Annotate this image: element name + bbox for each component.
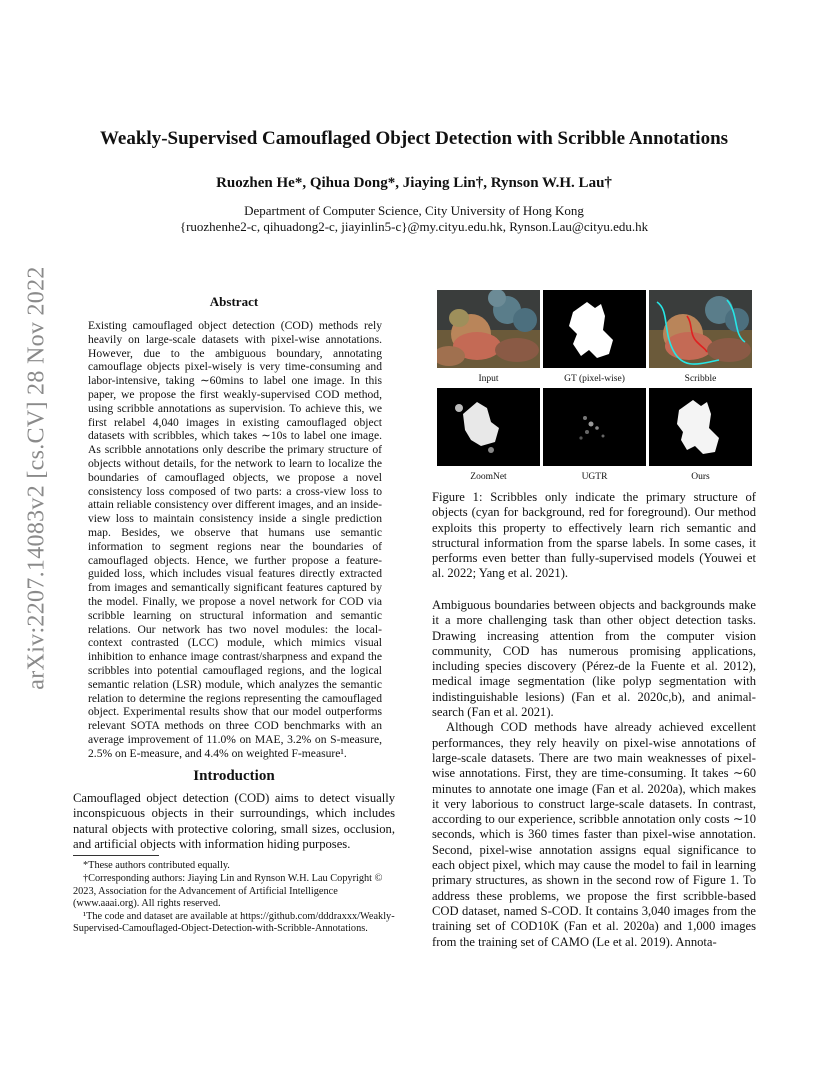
ugtr-prediction — [543, 388, 646, 466]
arxiv-stamp — [20, 266, 54, 690]
author-list: Ruozhen He*, Qihua Dong*, Jiaying Lin†, Rynson W.H. Lau† — [216, 175, 612, 191]
figure-panel-input — [437, 290, 540, 368]
scribble-overlay — [649, 290, 752, 368]
caption-input: Input — [478, 374, 499, 384]
footnote-code: ¹The code and dataset are available at https://github.com/dddraxxx/Weakly-Supervised-Camouflaged-Object-Detection-with-Scribble-Annotations. — [73, 911, 395, 935]
figure-panel-gt — [543, 290, 646, 368]
figure-panel-zoomnet — [437, 388, 540, 466]
introduction-text: Camouflaged object detection (COD) aims to detect visually inconspicuous objects in their surroundings, which includes natural objects with protective coloring, small sizes, occlusion, and artificial objects with information hiding purposes. — [73, 791, 395, 852]
caption-scribble: Scribble — [684, 374, 717, 384]
footnotes — [73, 860, 395, 936]
figure-1 — [432, 288, 756, 484]
abstract-text: Existing camouflaged object detection (COD) methods rely heavily on large-scale datasets with pixel-wise annotations. However, due to the ambiguous boundary, annotating camouflage objects pixel-wisely is very time-consuming and labor-intensive, taking ∼60mins to label one image. In this paper, we propose the first weakly-supervised COD method, using scribble annotations as supervision. To achieve this, we first relabel 4,040 images in existing camouflaged object datasets with scribbles, which takes ∼10s to label one image. As scribble annotations only describe the primary structure of objects without details, for the network to learn to localize the boundaries of camouflaged objects, we propose a novel consistency loss composed of two parts: a cross-view loss to attain reliable consistency over different images, and an inside-view loss to maintain consistency inside a single prediction map. Besides, we observe that humans use semantic information to segment regions near the boundaries of camouflaged objects. Hence, we further propose a feature-guided loss, which includes visual features directly extracted from images and semantically significant features captured by the model. Finally, we propose a novel network for COD via scribble learning on structural information and semantic relations. Our network has two novel modules: the local-context contrasted (LCC) module, which mimics visual inhibition to enhance image contrast/sharpness and expand the scribbles into potential camouflaged regions, and the logical semantic relation (LSR) module, which analyzes the semantic relation to determine the regions representing the camouflaged object. Experimental results show that our model outperforms relevant SOTA methods on three COD benchmarks with an average improvement of 11.0% on MAE, 3.2% on S-measure, 2.5% on E-measure, and 4.4% on weighted F-measure¹. — [88, 319, 382, 760]
figure-panel-scribble — [649, 290, 752, 368]
gt-mask — [543, 290, 646, 368]
figure-panel-ours — [649, 388, 752, 466]
right-column-body — [432, 598, 756, 950]
figure-1-caption: Figure 1: Scribbles only indicate the primary structure of objects (cyan for background, red for foreground). Our method exploits this property to effectively learn rich semantic and structural information from the sparse labels. In some cases, it performs even better than fully-supervised models (Youwei et al. 2022; Yang et al. 2021). — [432, 490, 756, 581]
abstract-heading: Abstract — [209, 294, 259, 309]
caption-ugtr: UGTR — [581, 472, 608, 482]
paper-title: Weakly-Supervised Camouflaged Object Detection with Scribble Annotations — [99, 128, 729, 149]
caption-zoomnet: ZoomNet — [470, 472, 507, 482]
author-emails: {ruozhenhe2-c, qihuadong2-c, jiayinlin5-c}@my.cityu.edu.hk, Rynson.Lau@cityu.edu.hk — [179, 219, 649, 234]
introduction-heading: Introduction — [193, 768, 275, 784]
figure-panel-ugtr — [543, 388, 646, 466]
zoomnet-prediction — [437, 388, 540, 466]
paragraph-ambiguous-boundaries: Ambiguous boundaries between objects and backgrounds make it a more challenging task than other object detection tasks. Drawing increasing attention from the computer vision community, COD has numerous promising applications, including species discovery (Pérez-de la Fuente et al. 2012), medical image segmentation (like polyp segmentation with indistinguishable lesions) (Fan et al. 2020c,b), and animal-search (Fan et al. 2021). — [432, 598, 756, 720]
affiliation: Department of Computer Science, City University of Hong Kong — [244, 203, 584, 218]
footnote-divider — [73, 855, 159, 856]
arxiv-stamp-text: arXiv:2207.14083v2 [cs.CV] 28 Nov 2022 — [23, 266, 50, 690]
paragraph-pixel-wise-weaknesses: Although COD methods have already achieved excellent performances, they rely heavily on pixel-wise annotations of large-scale datasets. There are two main weaknesses of pixel-wise annotations. First, they are time-consuming. It takes ∼60 minutes to annotate one image (Fan et al. 2020a), which makes it very laborious to construct large-scale datasets. In contrast, according to our experience, scribble annotation only costs ∼10 seconds, which is 360 times faster than pixel-wise annotation. Second, pixel-wise annotation assigns equal significance to each object pixel, which may cause the model to fail in learning primary structures, as shown in the second row of Figure 1. To address these problems, we propose the first scribble-based COD dataset, named S-COD. It contains 3,040 images from the training set of COD10K (Fan et al. 2020a) and 1,000 images from the training set of CAMO (Le et al. 2019). Annota- — [432, 720, 756, 949]
ours-prediction — [649, 388, 752, 466]
footnote-equal-contribution: *These authors contributed equally. — [83, 860, 230, 871]
caption-ours: Ours — [691, 472, 710, 482]
camouflage-photo-input — [437, 290, 540, 368]
caption-gt: GT (pixel-wise) — [564, 374, 625, 384]
footnote-corresponding: †Corresponding authors: Jiaying Lin and Rynson W.H. Lau Copyright © 2023, Association for the Advancement of Artificial Intelligence (www.aaai.org). All rights reserved. — [73, 873, 383, 909]
